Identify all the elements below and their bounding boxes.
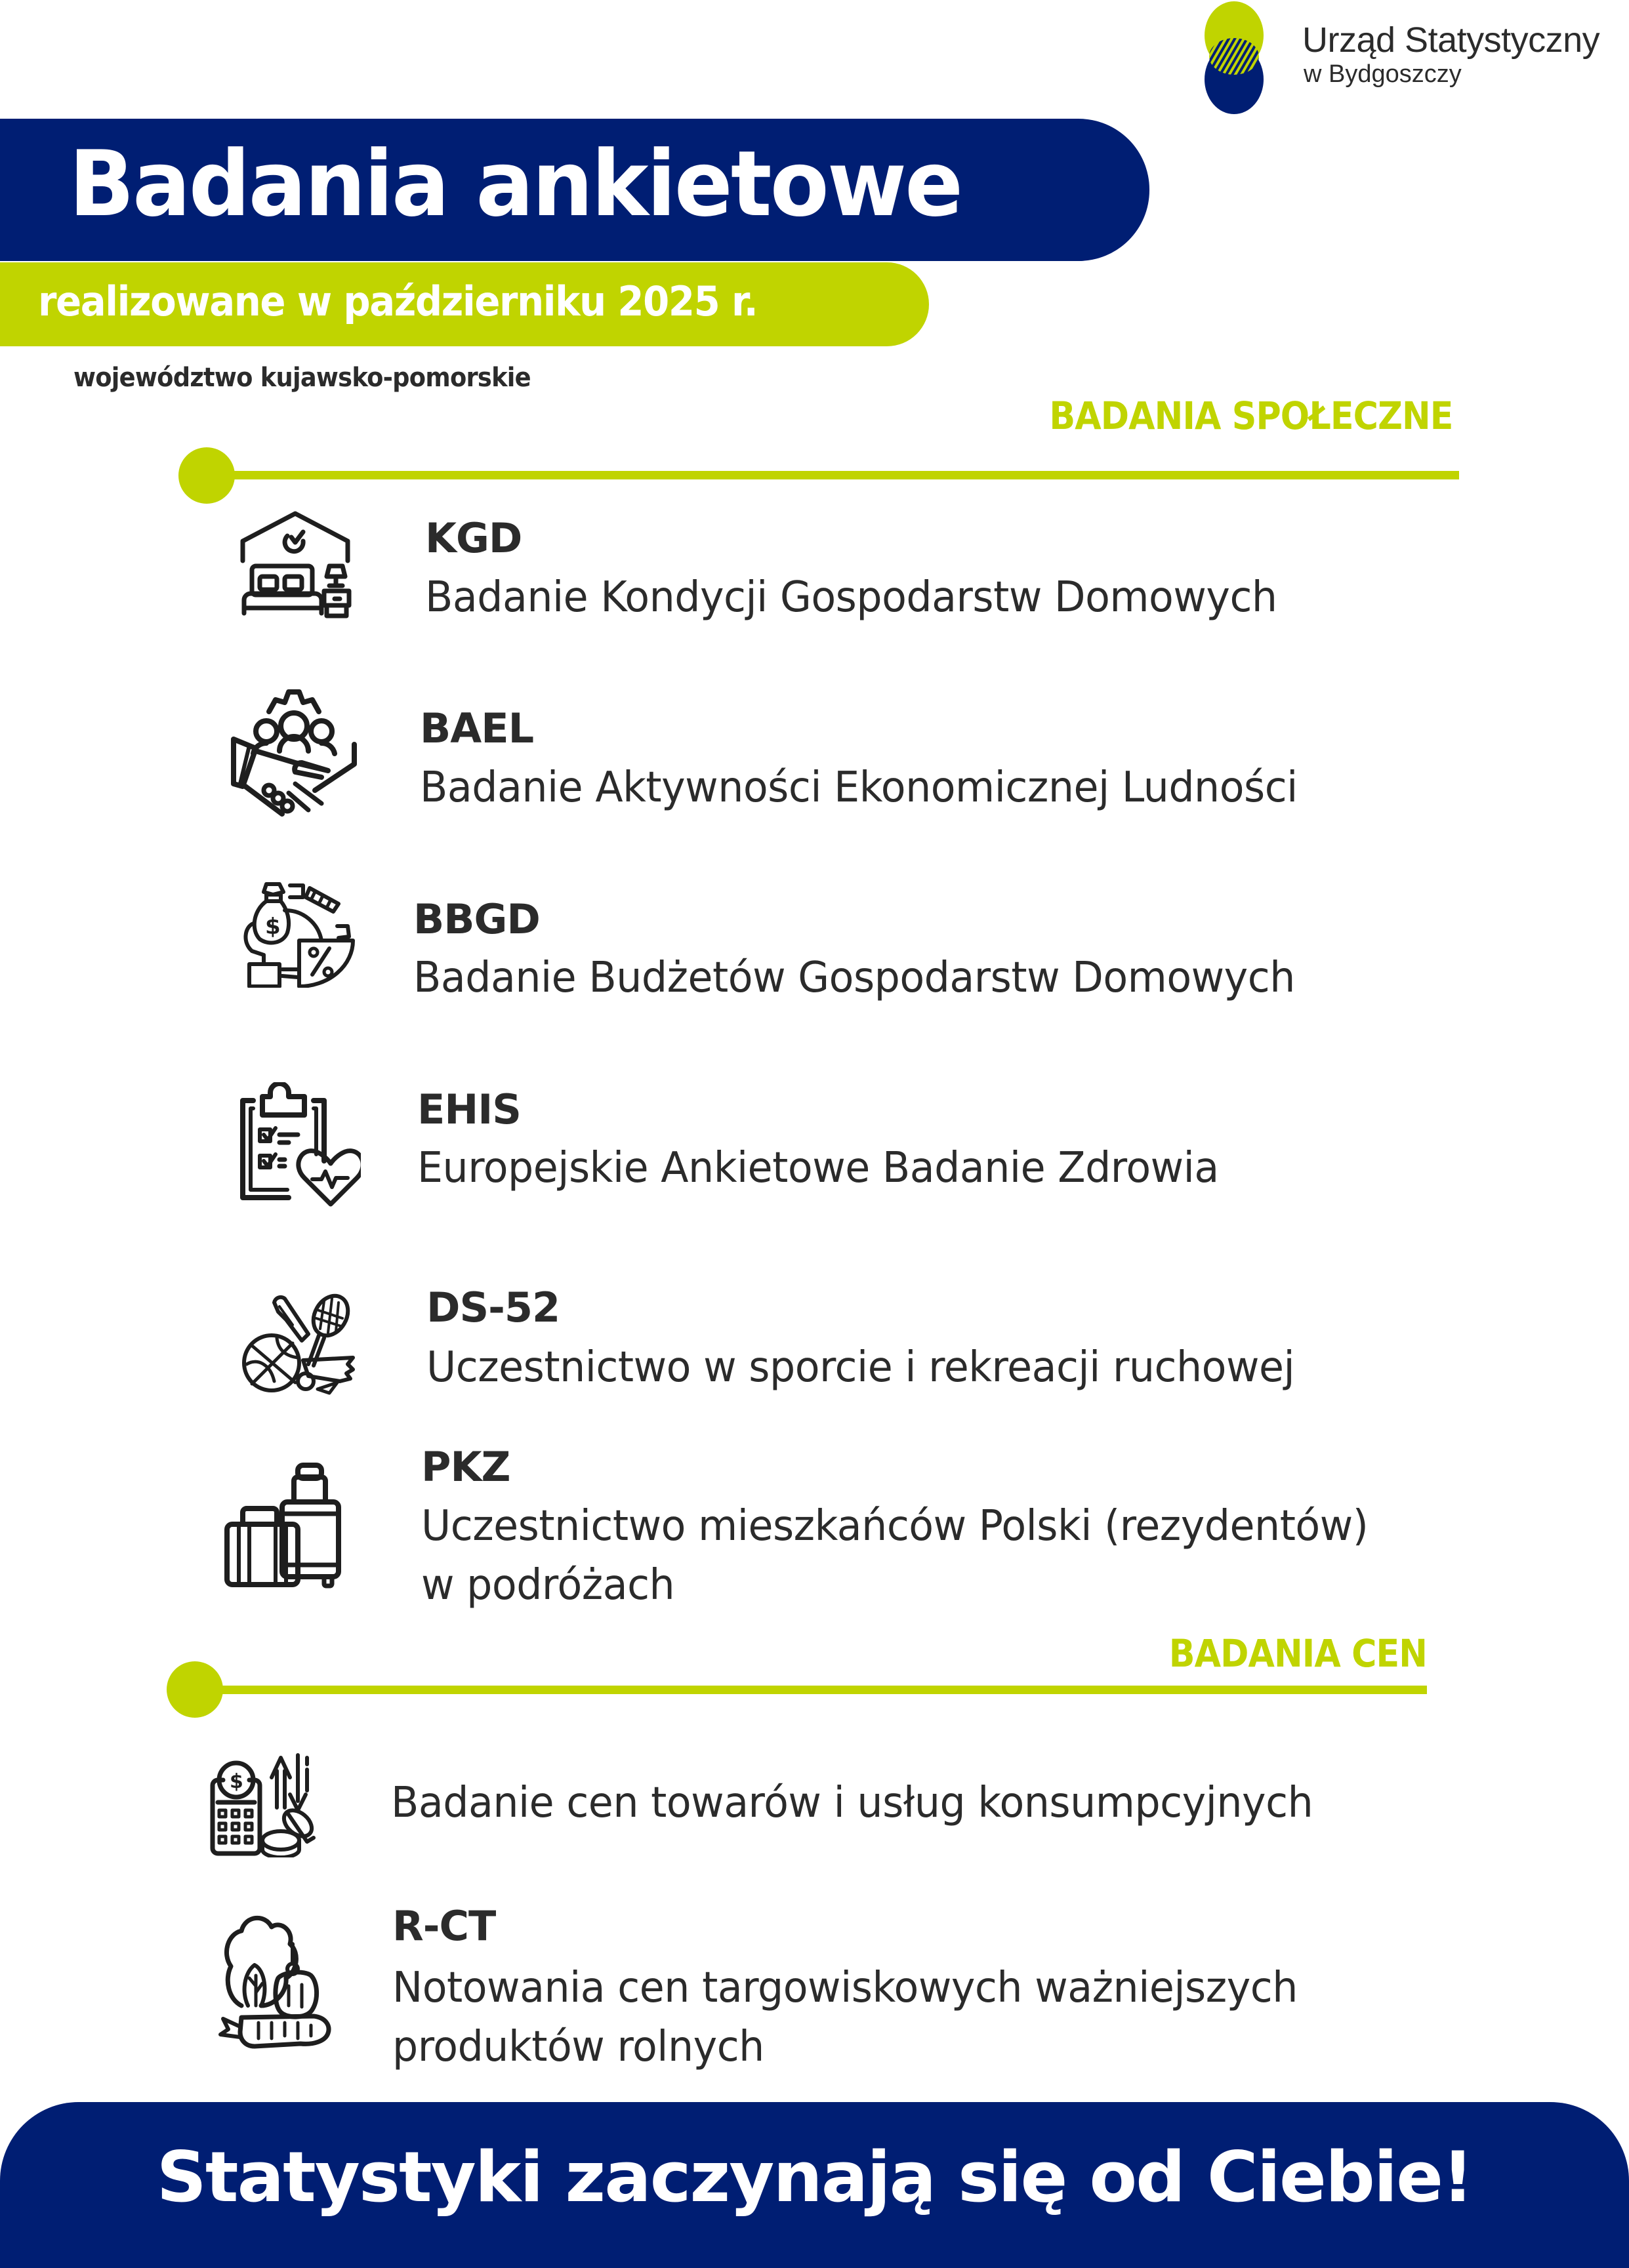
section-label-social: BADANIA SPOŁECZNE bbox=[1049, 394, 1453, 438]
svg-text:$: $ bbox=[265, 914, 281, 940]
survey-code: R-CT bbox=[392, 1902, 496, 1950]
logo-subtitle: w Bydgoszczy bbox=[1304, 60, 1462, 88]
page-title: Badania ankietowe bbox=[69, 131, 962, 237]
survey-code: KGD bbox=[425, 514, 522, 562]
clipboard-heart-icon bbox=[236, 1082, 361, 1207]
money-bag-percent-icon bbox=[240, 878, 357, 988]
section-divider-line bbox=[223, 471, 1459, 479]
survey-description: Badanie Aktywności Ekonomicznej Ludności bbox=[420, 763, 1298, 812]
survey-description: Uczestnictwo w sporcie i rekreacji ruchowej bbox=[426, 1343, 1295, 1392]
survey-description-line-1: Notowania cen targowiskowych ważniejszych bbox=[392, 1964, 1298, 2012]
section-divider-line bbox=[210, 1686, 1427, 1694]
region-label: województwo kujawsko-pomorskie bbox=[73, 363, 531, 393]
luggage-icon bbox=[222, 1461, 346, 1589]
section-label-prices: BADANIA CEN bbox=[1168, 1631, 1427, 1676]
survey-code: PKZ bbox=[421, 1443, 510, 1491]
survey-description: Badanie cen towarów i usług konsumpcyjnych bbox=[391, 1779, 1313, 1827]
survey-code: DS-52 bbox=[426, 1284, 560, 1331]
calculator-coins-icon bbox=[209, 1745, 321, 1857]
survey-description-line-2: w podróżach bbox=[421, 1561, 675, 1610]
logo-title: Urząd Statystyczny bbox=[1302, 20, 1600, 60]
house-bed-icon bbox=[237, 508, 356, 620]
page-subtitle: realizowane w październiku 2025 r. bbox=[38, 277, 758, 325]
vegetables-icon bbox=[215, 1907, 337, 2058]
survey-description: Badanie Budżetów Gospodarstw Domowych bbox=[413, 954, 1295, 1002]
handshake-team-icon bbox=[230, 685, 358, 817]
survey-code: EHIS bbox=[417, 1085, 521, 1133]
survey-description: Europejskie Ankietowe Badanie Zdrowia bbox=[417, 1144, 1219, 1192]
sports-equipment-icon bbox=[237, 1292, 360, 1405]
survey-description-line-1: Uczestnictwo mieszkańców Polski (rezydentów) bbox=[421, 1502, 1369, 1550]
svg-text:$: $ bbox=[230, 1770, 243, 1793]
survey-description-line-2: produktów rolnych bbox=[392, 2023, 764, 2071]
survey-code: BBGD bbox=[413, 895, 540, 943]
logo-striped-overlap bbox=[1205, 36, 1264, 77]
survey-code: BAEL bbox=[420, 704, 534, 752]
footer-slogan: Statystyki zaczynają się od Ciebie! bbox=[156, 2137, 1473, 2217]
survey-description: Badanie Kondycji Gospodarstw Domowych bbox=[425, 573, 1277, 622]
